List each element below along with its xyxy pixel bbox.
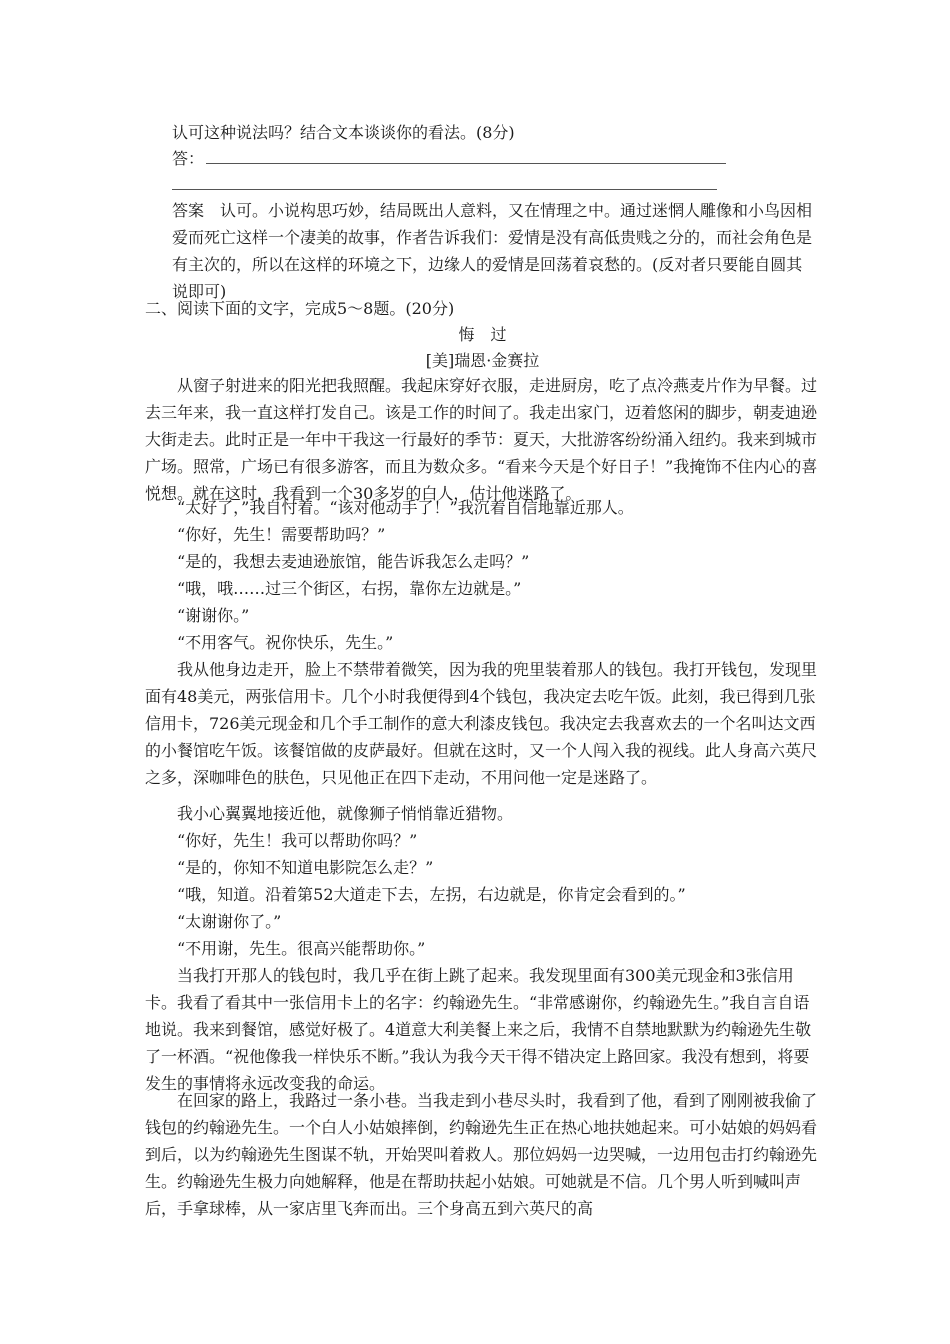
paragraph-7: “不用客气。祝你快乐，先生。” <box>177 633 394 652</box>
paragraph-9: 我小心翼翼地接近他，就像狮子悄悄靠近猎物。 <box>177 804 514 823</box>
question-tail: 认可这种说法吗？结合文本谈谈你的看法。(8分) <box>172 123 515 142</box>
section-heading: 二、阅读下面的文字，完成5～8题。(20分) <box>145 299 455 318</box>
paragraph-5: “哦，哦……过三个街区，右拐，靠你左边就是。” <box>177 579 522 598</box>
paragraph-11: “是的，你知不知道电影院怎么走？” <box>177 858 434 877</box>
paragraph-16: 在回家的路上，我路过一条小巷。当我走到小巷尽头时，我看到了他，看到了刚刚被我偷了钱包的约翰逊先生。一个白人小姑娘摔倒，约翰逊先生正在热心地扶她起来。可小姑娘的妈妈看到后，以为约翰逊先生图谋不轨，开始哭叫着救人。那位妈妈一边哭喊，一边用包击打约翰逊先生。约翰逊先生极力向她解释，他是在帮助扶起小姑娘。可她就是不信。几个男人听到喊叫声后，手拿球棒，从一家店里飞奔而出。三个身高五到六英尺的高 <box>145 1091 818 1218</box>
paragraph-1: 从窗子射进来的阳光把我照醒。我起床穿好衣服，走进厨房，吃了点冷燕麦片作为早餐。过去三年来，我一直这样打发自己。该是工作的时间了。我走出家门，迈着悠闲的脚步，朝麦迪逊大街走去。此时正是一年中干我这一行最好的季节：夏天，大批游客纷纷涌入纽约。我来到城市广场。照常，广场已有很多游客，而且为数众多。“看来今天是个好日子！”我掩饰不住内心的喜悦想。就在这时，我看到一个30多岁的白人，估计他迷路了。 <box>145 376 818 503</box>
answer-text: 答案 认可。小说构思巧妙，结局既出人意料，又在情理之中。通过迷惘人雕像和小鸟因相爱而死亡这样一个凄美的故事，作者告诉我们：爱情是没有高低贵贱之分的，而社会角色是有主次的，所以在这样的环境之下，边缘人的爱情是回荡着哀愁的。(反对者只要能自圆其说即可) <box>172 201 813 301</box>
answer-line-2 <box>172 189 717 190</box>
story-author: [美]瑞恩·金赛拉 <box>425 351 540 370</box>
paragraph-13: “太谢谢你了。” <box>177 912 282 931</box>
story-title: 悔 过 <box>458 325 507 344</box>
answer-line-1 <box>206 163 726 164</box>
paragraph-10: “你好，先生！我可以帮助你吗？” <box>177 831 418 850</box>
paragraph-4: “是的，我想去麦迪逊旅馆，能告诉我怎么走吗？” <box>177 552 530 571</box>
paragraph-3: “你好，先生！需要帮助吗？” <box>177 525 386 544</box>
answer-label: 答： <box>172 149 205 168</box>
paragraph-2: “太好了，”我自忖着。“该对他动手了！”我沉着自信地靠近那人。 <box>177 498 634 517</box>
paragraph-12: “哦，知道。沿着第52大道走下去，左拐，右边就是，你肯定会看到的。” <box>177 885 686 904</box>
paragraph-15: 当我打开那人的钱包时，我几乎在街上跳了起来。我发现里面有300美元现金和3张信用卡。我看了看其中一张信用卡上的名字：约翰逊先生。“非常感谢你，约翰逊先生。”我自言自语地说。我来到餐馆，感觉好极了。4道意大利美餐上来之后，我情不自禁地默默为约翰逊先生敬了一杯酒。“祝他像我一样快乐不断。”我认为我今天干得不错决定上路回家。我没有想到，将要发生的事情将永远改变我的命运。 <box>145 966 812 1093</box>
paragraph-14: “不用谢，先生。很高兴能帮助你。” <box>177 939 426 958</box>
paragraph-8: 我从他身边走开，脸上不禁带着微笑，因为我的兜里装着那人的钱包。我打开钱包，发现里面有48美元，两张信用卡。几个小时我便得到4个钱包，我决定去吃午饭。此刻，我已得到几张信用卡，726美元现金和几个手工制作的意大利漆皮钱包。我决定去我喜欢去的一个名叫达文西的小餐馆吃午饭。该餐馆做的皮萨最好。但就在这时，又一个人闯入我的视线。此人身高六英尺之多，深咖啡色的肤色，只见他正在四下走动，不用问他一定是迷路了。 <box>145 660 818 787</box>
paragraph-6: “谢谢你。” <box>177 606 250 625</box>
